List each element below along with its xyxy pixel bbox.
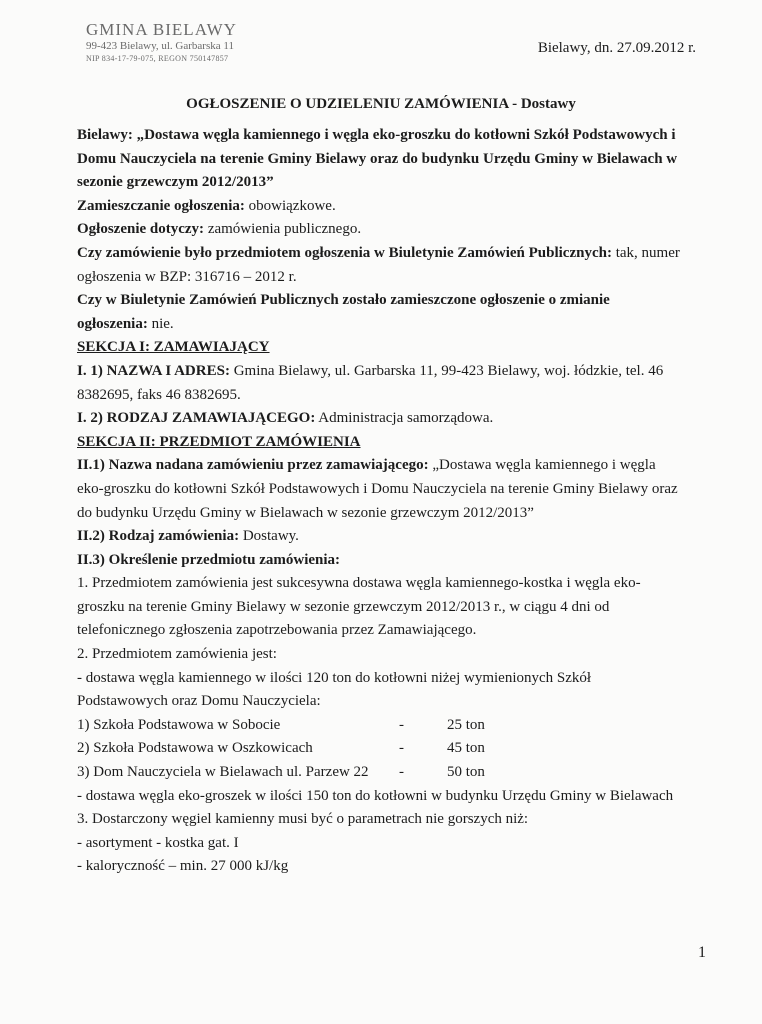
- field-label: Zamieszczanie ogłoszenia:: [77, 197, 245, 214]
- item-name: 2) Szkoła Podstawowa w Oszkowicach: [77, 740, 313, 757]
- paragraph-line: telefonicznego zgłoszenia zapotrzebowania przez Zamawiającego.: [77, 622, 477, 639]
- item-value-continued: 8382695, faks 46 8382695.: [77, 386, 241, 403]
- list-item: [77, 761, 709, 785]
- section2-item-2: [77, 525, 709, 549]
- section-heading: SEKCJA I: ZAMAWIAJĄCY: [77, 339, 270, 356]
- item-amount: 25 ton: [447, 716, 485, 733]
- paragraph-line: - dostawa węgla eko-groszek w ilości 150 ton do kotłowni w budynku Urzędu Gminy w Bielawach: [77, 787, 674, 804]
- letterhead-nip-regon: NIP 834-17-79-075, REGON 750147857: [86, 54, 229, 63]
- item-name: 1) Szkoła Podstawowa w Sobocie: [77, 716, 281, 733]
- field-label: ogłoszenia:: [77, 315, 148, 332]
- item-amount: 45 ton: [447, 740, 485, 757]
- letterhead-name: GMINA BIELAWY: [86, 20, 237, 39]
- field-value-continued: ogłoszenia w BZP: 316716 – 2012 r.: [77, 268, 297, 285]
- item-amount: 50 ton: [447, 764, 485, 781]
- field-value: zamówienia publicznego.: [207, 221, 362, 238]
- item-dash: -: [399, 764, 404, 781]
- item-dash: -: [399, 716, 404, 733]
- item-value: Dostawy.: [242, 528, 299, 545]
- field-label: Ogłoszenie dotyczy:: [77, 221, 205, 238]
- list-item: [77, 714, 709, 738]
- field-dotyczy: [77, 218, 709, 242]
- paragraph-line: groszku na terenie Gminy Bielawy w sezonie grzewczym 2012/2013 r., w ciągu 4 dni od: [77, 598, 610, 615]
- item-value: Gmina Bielawy, ul. Garbarska 11, 99-423 Bielawy, woj. łódzkie, tel. 46: [233, 362, 664, 379]
- document-body: [77, 124, 709, 879]
- item-value: Administracja samorządowa.: [318, 410, 494, 427]
- field-label: Czy zamówienie było przedmiotem ogłoszenia w Biuletynie Zamówień Publicznych:: [77, 244, 612, 261]
- subject-line: Bielawy: „Dostawa węgla kamiennego i węgla eko-groszku do kotłowni Szkół Podstawowych i: [77, 127, 676, 143]
- item-value: „Dostawa węgla kamiennego i węgla: [432, 457, 656, 474]
- item-dash: -: [399, 740, 404, 757]
- list-item: [77, 737, 709, 761]
- field-value: obowiązkowe.: [248, 197, 336, 214]
- field-value: nie.: [151, 315, 174, 332]
- subject-line: sezonie grzewczym 2012/2013”: [77, 174, 274, 191]
- letterhead: [86, 20, 237, 64]
- letterhead-address: 99-423 Bielawy, ul. Garbarska 11: [86, 40, 234, 52]
- paragraph-line: 1. Przedmiotem zamówienia jest sukcesywna dostawa węgla kamiennego-kostka i węgla eko-: [77, 575, 641, 592]
- section1-item-1: [77, 360, 709, 384]
- document-date: Bielawy, dn. 27.09.2012 r.: [537, 40, 696, 56]
- page-number: 1: [698, 944, 706, 961]
- subject-line: Domu Nauczyciela na terenie Gminy Bielawy oraz do budynku Urzędu Gminy w Bielawach w: [77, 150, 678, 167]
- field-zmiana: [77, 313, 709, 337]
- item-label: I. 2) RODZAJ ZAMAWIAJĄCEGO:: [77, 410, 316, 427]
- paragraph-line: - dostawa węgla kamiennego w ilości 120 ton do kotłowni niżej wymienionych Szkół: [77, 669, 592, 686]
- paragraph-line: - asortyment - kostka gat. I: [77, 834, 239, 851]
- field-label: Czy w Biuletynie Zamówień Publicznych zostało zamieszczone ogłoszenie o zmianie: [77, 292, 610, 309]
- paragraph-line: Podstawowych oraz Domu Nauczyciela:: [77, 693, 321, 710]
- field-zamieszczanie: [77, 195, 709, 219]
- field-value: tak, numer: [615, 244, 680, 261]
- item-name: 3) Dom Nauczyciela w Bielawach ul. Parzew 22: [77, 764, 369, 781]
- item-value-continued: do budynku Urzędu Gminy w Bielawach w sezonie grzewczym 2012/2013”: [77, 504, 534, 521]
- item-label: I. 1) NAZWA I ADRES:: [77, 362, 230, 379]
- item-label: II.2) Rodzaj zamówienia:: [77, 528, 240, 545]
- paragraph-line: 2. Przedmiotem zamówienia jest:: [77, 646, 277, 663]
- section2-item-1: [77, 454, 709, 478]
- section2-item-3-label: II.3) Określenie przedmiotu zamówienia:: [77, 551, 341, 568]
- item-label: II.1) Nazwa nadana zamówieniu przez zamawiającego:: [77, 457, 429, 474]
- item-value-continued: eko-groszku do kotłowni Szkół Podstawowych i Domu Nauczyciela na terenie Gminy Bielawy oraz: [77, 480, 678, 497]
- paragraph-line: 3. Dostarczony węgiel kamienny musi być o parametrach nie gorszych niż:: [77, 811, 529, 828]
- document-title: OGŁOSZENIE O UDZIELENIU ZAMÓWIENIA - Dostawy: [186, 96, 576, 112]
- paragraph-line: - kaloryczność – min. 27 000 kJ/kg: [77, 858, 289, 875]
- section-heading: SEKCJA II: PRZEDMIOT ZAMÓWIENIA: [77, 433, 361, 450]
- field-biuletyn: [77, 242, 709, 266]
- section1-item-2: [77, 407, 709, 431]
